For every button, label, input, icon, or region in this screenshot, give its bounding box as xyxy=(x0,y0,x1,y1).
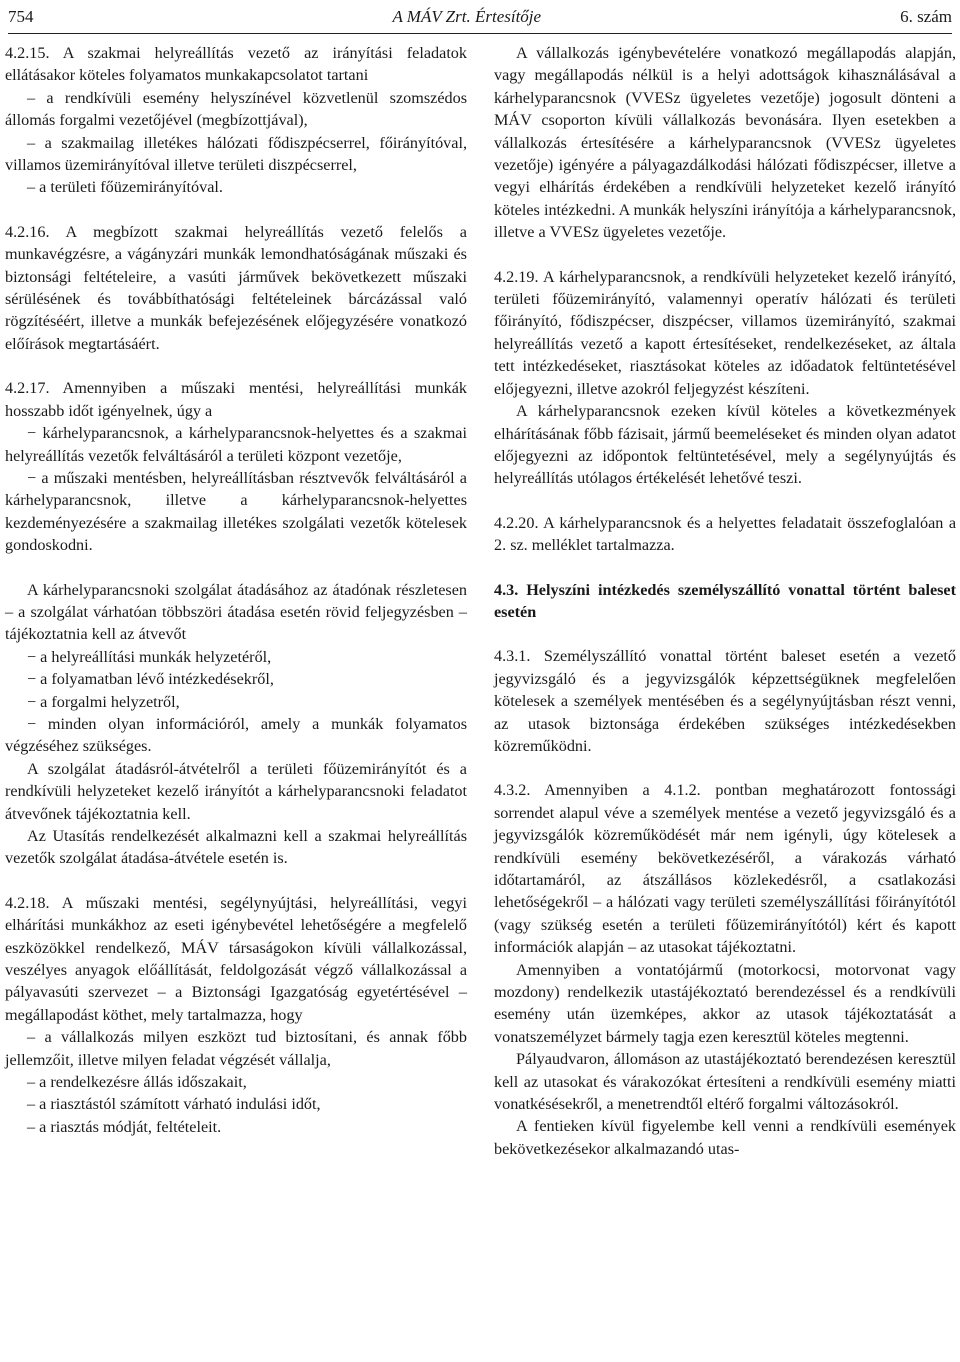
page-number: 754 xyxy=(8,7,34,26)
left-column xyxy=(5,42,467,1138)
handover-paragraph: A szolgálat átadásról-átvételről a területi főüzemirányítót és a rendkívüli helyzeteket kezelő irányítót a kárhelyparancsnoki feladatot átvevőnek tájékoztatnia kell. xyxy=(5,759,467,823)
section-4-3-1: 4.3.1. Személyszállító vonattal történt baleset esetén a vezető jegyvizsgáló és a jegyvizsgálók képzettségüknek megfelelően kötelesek a személyek mentésében és a segélynyújtásban részt venni, az utasok biztonsága érdekében szükséges intézkedésekben közreműködni. xyxy=(494,647,957,755)
issue-number: 6. szám xyxy=(900,7,952,26)
section-4-3-2: 4.3.2. Amennyiben a 4.1.2. pontban meghatározott fontossági sorrendet alapul véve a személyek mentése a vezető jegyvizsgáló és a jegyvizsgálók közreműködését már nem igényli, úgy kötelesek a rendkívüli esemény bekövetkezéséről, a várakozás várható időtartamáról, az átszállásos közlekedésről, a csatlakozási lehetőségekről – a hálózati vagy területi személyszállítási főirányítótól (vagy szükség esetén a területi főüzemirányítótól) kért és kapott információk alapján – az utasokat tájékoztatni. xyxy=(494,781,956,957)
section-4-3-2-paragraph: A fentieken kívül figyelembe kell venni a rendkívüli események bekövetkezésekor alkalmazandó utas- xyxy=(494,1117,956,1158)
section-4-2-19-paragraph: A kárhelyparancsnok ezeken kívül köteles a következmények elhárításának főbb fázisait, jármű beemeléseket és minden olyan adatot előjegyezni az időpontok feltüntetésével, mely a segélynyújtás és helyreállítás utólagos értékelését lehetővé teszi. xyxy=(494,402,956,488)
list-item: – a rendelkezésre állás időszakait, xyxy=(27,1073,247,1092)
section-4-2-17: 4.2.17. Amennyiben a műszaki mentési, helyreállítási munkák hosszabb időt igényelnek, úgy a xyxy=(5,379,467,420)
list-item: – a rendkívüli esemény helyszínével közvetlenül szomszédos állomás forgalmi vezetőjével (megbízottjával), xyxy=(5,88,467,130)
section-heading-4-3: 4.3. Helyszíni intézkedés személyszállító vonattal történt baleset esetén xyxy=(494,580,957,621)
list-item: − a műszaki mentésben, helyreállításban résztvevők felváltásáról a kárhelyparancsnok, illetve a kárhelyparancsnok-helyettes kezdeményezésére a szakmailag illetékes szolgálati vezetők kötelesek gondoskodni. xyxy=(5,468,467,555)
right-column xyxy=(494,42,956,1160)
list-item: − kárhelyparancsnok, a kárhelyparancsnok-helyettes és a szakmai helyreállítás vezetők felváltásáról a területi központ vezetője, xyxy=(5,424,467,465)
section-4-3-2-paragraph: Pályaudvaron, állomáson az utastájékoztató berendezésen keresztül kell az utasokat és várakozókat értesíteni a rendkívüli esemény miatti vonatkésésekről, a menetrendtől eltérő forgalmi változásokról. xyxy=(494,1050,956,1114)
section-4-3-2-paragraph: Amennyiben a vontatójármű (motorkocsi, motorvonat vagy mozdony) rendelkezik utastájékoztató berendezéssel és a rendkívüli esemény után üzemképes, akkor az utasok tájékoztatását a vonatszemélyzet bármely tagja ezen keresztül köteles megtenni. xyxy=(494,960,956,1046)
list-item: − a forgalmi helyzetről, xyxy=(27,692,180,711)
handover-intro: A kárhelyparancsnoki szolgálat átadásához az átadónak részletesen – a szolgálat várhatóan többszöri átadása esetén rövid feljegyzésben – tájékoztatnia kell az átvevőt xyxy=(5,580,467,644)
list-item: – a szakmailag illetékes hálózati fődiszpécserrel, főirányítóval, villamos üzemirányítóval illetve területi diszpécserrel, xyxy=(5,133,467,175)
list-item: – a riasztástól számított várható indulási időt, xyxy=(27,1095,321,1114)
list-item: − minden olyan információról, amely a munkák folyamatos végzéséhez szükséges. xyxy=(5,714,467,756)
section-4-2-15: 4.2.15. A szakmai helyreállítás vezető az irányítási feladatok ellátásakor köteles folyamatos munkakapcsolatot tartani xyxy=(5,44,467,85)
list-item: − a folyamatban lévő intézkedésekről, xyxy=(27,670,274,689)
section-4-2-16: 4.2.16. A megbízott szakmai helyreállítás vezető felelős a munkavégzésre, a vágányzári munkák lemondhatóságának műszaki és biztonsági feltételeire, a vasúti járművek bekövetkezett műszaki sérülésének és továbbíthatósági feltételeinek bárcázással való rögzítéséért, illetve a munkák befejezésének előjegyzésére vonatkozó előírások megtartásáért. xyxy=(5,222,467,353)
section-4-2-18: 4.2.18. A műszaki mentési, segélynyújtási, helyreállítási, vegyi elhárítási munkákhoz az eseti igénybevétel lehetőségére a megfelelő eszközökkel rendelkező, MÁV társaságokon kívüli vállalkozással, veszélyes anyagok előállítását, feldolgozását végző vállalkozással a pályavasúti szervezet – a Biztonsági Igazgatóság egyetértésével – megállapodást köthet, mely tartalmazza, hogy xyxy=(5,893,467,1024)
list-item: – a riasztás módját, feltételeit. xyxy=(27,1117,222,1136)
journal-title: A MÁV Zrt. Értesítője xyxy=(392,7,542,26)
handover-paragraph: Az Utasítás rendelkezését alkalmazni kell a szakmai helyreállítás vezetők szolgálat átadása-átvétele esetén is. xyxy=(5,827,467,868)
list-item: – a területi főüzemirányítóval. xyxy=(27,178,223,197)
list-item: – a vállalkozás milyen eszközt tud biztosítani, és annak főbb jellemzőit, illetve milyen feladat végzését vállalja, xyxy=(5,1028,467,1069)
section-4-2-19: 4.2.19. A kárhelyparancsnok, a rendkívüli helyzeteket kezelő irányító, területi főüzemirányító, valamennyi operatív hálózati és területi főirányító, fődiszpécser, diszpécser, villamos üzemirányító, szakmai helyreállítás vezető a kapott értesítéseket, rendelkezéseket, az általa tett intézkedéseket, riasztásokat köteles az időadatok feltüntetésével előjegyezni, illetve azokról feljegyzést készíteni. xyxy=(494,267,957,398)
list-item: − a helyreállítási munkák helyzetéről, xyxy=(27,647,272,666)
section-4-2-20: 4.2.20. A kárhelyparancsnok és a helyettes feladatait összefoglalóan a 2. sz. melléklet tartalmazza. xyxy=(494,513,957,555)
contractor-paragraph: A vállalkozás igénybevételére vonatkozó megállapodás alapján, vagy megállapodás nélkül is a helyi adottságok kihasználásával a kárhelyparancsnok (VVESz ügyeletes vezetője) jogosult dönteni a MÁV csoporton kívüli vállalkozás bevonására. Ilyen esetekben a vállalkozás értesítésére a kárhelyparancsnok (VVESz ügyeletes vezetője) igényére a pályagazdálkodási hálózati fődiszpécser, illetve a vegyi elhárítás érdekében a rendkívüli helyzeteket kezelő irányító köteles intézkedni. A munkák helyszíni irányítója a kárhelyparancsnok, illetve a VVESz ügyeletes vezetője. xyxy=(494,44,956,242)
header-rule xyxy=(8,33,952,34)
page-header xyxy=(8,4,952,30)
